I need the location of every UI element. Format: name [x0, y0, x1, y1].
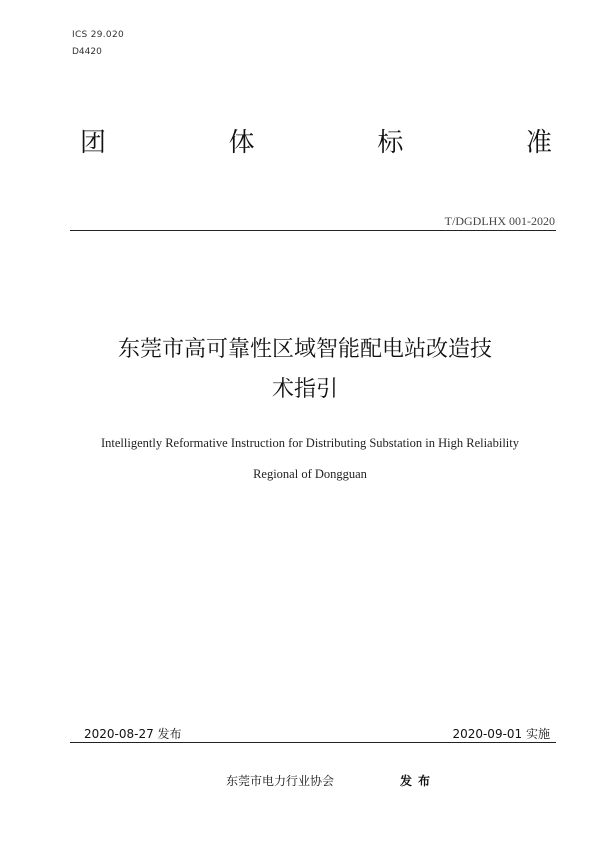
release-date: 2020-08-27 发布: [84, 727, 182, 741]
standard-type-char: 准: [525, 128, 552, 158]
bottom-divider: [70, 742, 556, 743]
standard-type-heading: [80, 122, 552, 159]
chinese-title-line-2: 术指引: [271, 377, 338, 402]
classification-code: D4420: [72, 47, 102, 57]
english-title: [60, 428, 560, 490]
standard-type-char: 标: [377, 128, 404, 158]
english-title-line-1: Intelligently Reformative Instruction for Distributing Substation in High Reliability: [101, 436, 519, 450]
standard-type-char: 体: [228, 128, 255, 158]
implementation-date: 2020-09-01 实施: [452, 727, 550, 741]
chinese-title: [60, 330, 550, 410]
top-divider: [70, 230, 556, 231]
publish-label: 发布: [400, 774, 437, 788]
chinese-title-line-1: 东莞市高可靠性区域智能配电站改造技: [117, 337, 492, 362]
publisher-name: 东莞市电力行业协会: [226, 774, 335, 788]
ics-code: ICS 29.020: [72, 30, 125, 40]
standard-number: T/DGDLHX 001-2020: [444, 214, 555, 228]
standard-type-char: 团: [80, 128, 107, 158]
english-title-line-2: Regional of Dongguan: [253, 467, 367, 481]
